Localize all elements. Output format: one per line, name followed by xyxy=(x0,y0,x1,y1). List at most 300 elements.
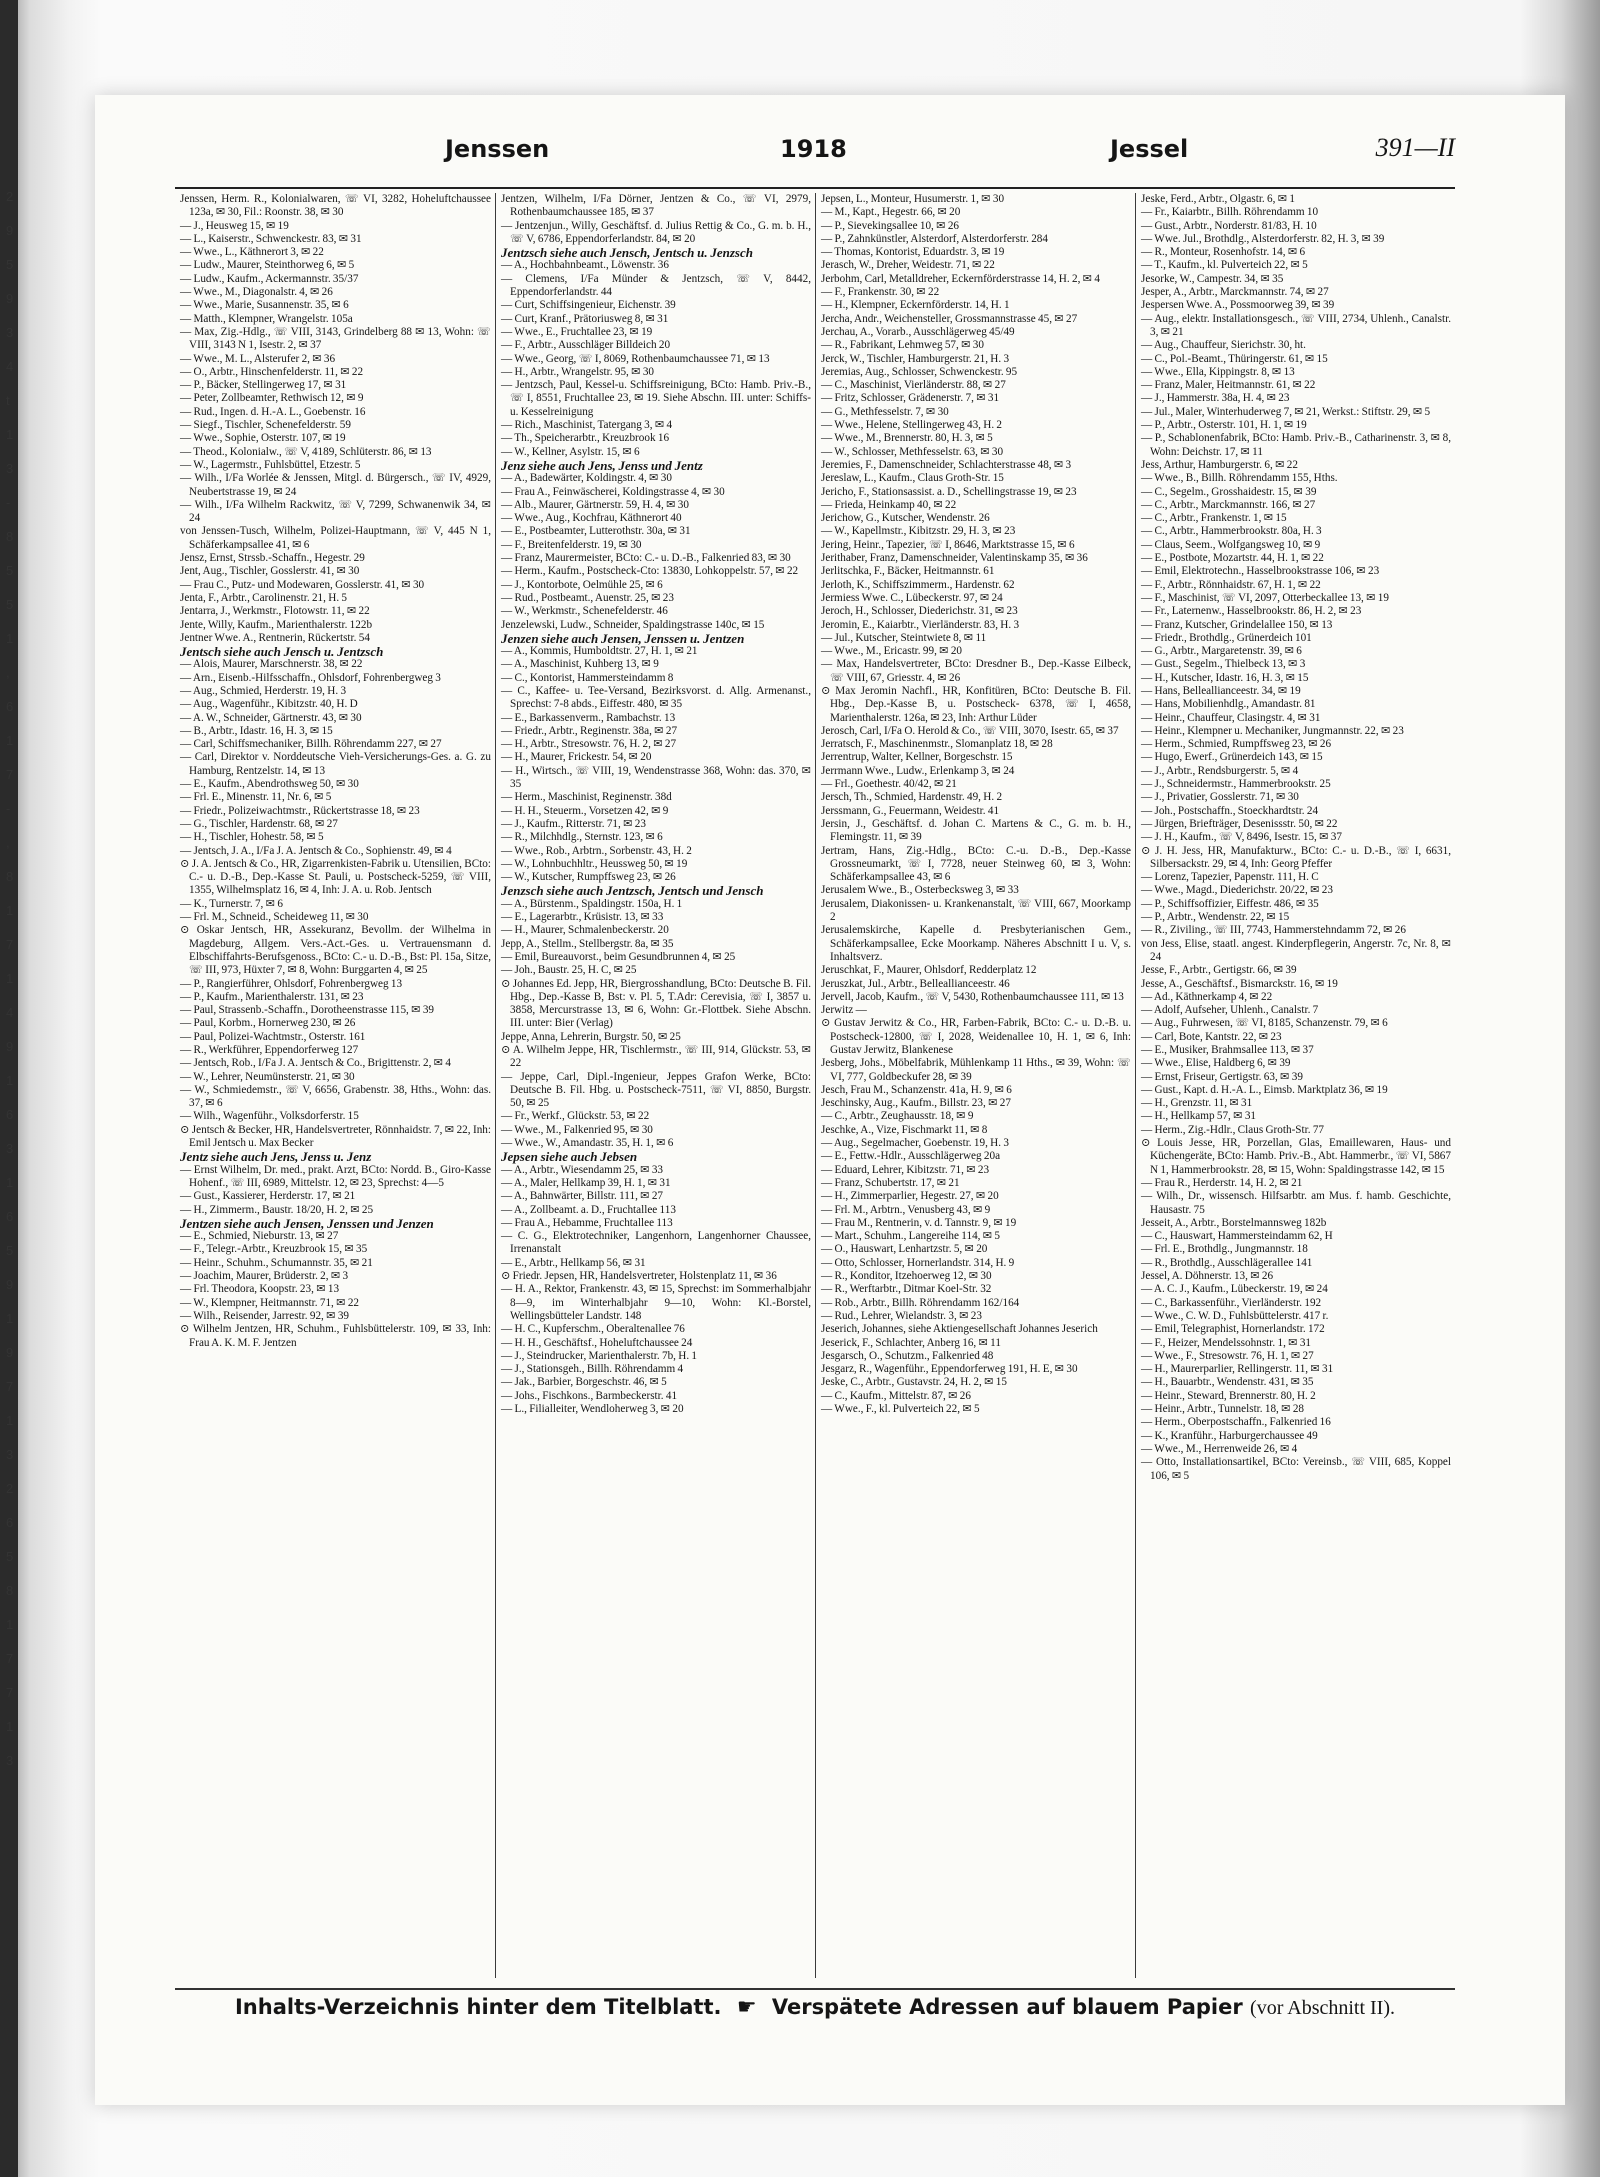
directory-entry: Jesgarz, R., Wagenführ., Eppendorferweg 191, H. E, ✉ 30 xyxy=(821,1363,1078,1376)
directory-entry: von Jess, Elise, staatl. angest. Kinderpflegerin, Angerstr. 7c, Nr. 8, ✉ 24 xyxy=(1141,937,1451,963)
directory-entry: — Joachim, Maurer, Brüderstr. 2, ✉ 3 xyxy=(180,1270,349,1283)
directory-entry: — Heinr., Schuhm., Schumannstr. 35, ✉ 21 xyxy=(180,1256,373,1269)
directory-entry: — W., Lagermstr., Fuhlsbüttel, Etzestr. 5 xyxy=(180,458,361,471)
column-4 xyxy=(1135,193,1455,1978)
directory-entry: — Gust., Kassierer, Herderstr. 17, ✉ 21 xyxy=(180,1190,356,1203)
directory-entry: Jesse, F., Arbtr., Gertigstr. 66, ✉ 39 xyxy=(1141,964,1297,977)
column-1 xyxy=(175,193,495,1978)
directory-entry: — Curt, Kranf., Prätoriusweg 8, ✉ 31 xyxy=(501,312,669,325)
directory-entry: — C., Barkassenführ., Vierländerstr. 192 xyxy=(1141,1296,1322,1309)
directory-entry: Jenzelewski, Ludw., Schneider, Spaldingstrasse 140c, ✉ 15 xyxy=(501,618,765,631)
directory-entry: — Gust., Arbtr., Norderstr. 81/83, H. 10 xyxy=(1141,219,1317,232)
directory-entry: — Aug., Wagenführ., Kibitzstr. 40, H. D xyxy=(180,698,358,711)
directory-entry: — Frau M., Rentnerin, v. d. Tannstr. 9, ✉ 19 xyxy=(821,1216,1017,1229)
directory-entry: — C., Arbtr., Frankenstr. 1, ✉ 15 xyxy=(1141,512,1287,525)
directory-entry: — Franz, Maurermeister, BCto: C.- u. D.-B., Falkenried 83, ✉ 30 xyxy=(501,552,791,565)
directory-entry: Jent, Aug., Tischler, Gosslerstr. 41, ✉ 30 xyxy=(180,565,360,578)
directory-entry: — F., Heizer, Mendelssohnstr. 1, ✉ 31 xyxy=(1141,1336,1312,1349)
directory-entry: — J., Steindrucker, Marienthalerstr. 7b, H. 1 xyxy=(501,1349,698,1362)
directory-entry: — Rud., Ingen. d. H.-A. L., Goebenstr. 16 xyxy=(180,405,366,418)
directory-entry: — Arn., Eisenb.-Hilfsschaffn., Ohlsdorf, Fohrenbergweg 3 xyxy=(180,671,441,684)
directory-entry: — Jentsch, Rob., I/Fa J. A. Jentsch & Co., Brigittenstr. 2, ✉ 4 xyxy=(180,1057,451,1070)
directory-entry: — Wilh., Dr., wissensch. Hilfsarbtr. am Mus. f. hamb. Geschichte, Hausastr. 75 xyxy=(1141,1190,1451,1216)
directory-entry: Jermiess Wwe. C., Lübeckerstr. 97, ✉ 24 xyxy=(821,591,1003,604)
directory-entry: — W., Klempner, Heitmannstr. 71, ✉ 22 xyxy=(180,1296,360,1309)
directory-entry: Jertram, Hans, Zig.-Hdlg., BCto: C.-u. D.-B., Dep.-Kasse Grossneumarkt, ☏ I, 7728, neuer Steinweg 60, ✉ 3, Wohn: Schäferkampsallee 43, ✉ 6 xyxy=(821,844,1131,884)
directory-entry: — Wwe., Elise, Haldberg 6, ✉ 39 xyxy=(1141,1057,1291,1070)
directory-entry: Jerasch, W., Dreher, Weidestr. 71, ✉ 22 xyxy=(821,259,995,272)
directory-entry: Jerrentrup, Walter, Kellner, Borgeschstr. 15 xyxy=(821,751,1013,764)
directory-entry: Jerck, W., Tischler, Hamburgerstr. 21, H. 3 xyxy=(821,352,1010,365)
directory-entry: — F., Maschinist, ☏ VI, 2097, Otterbeckallee 13, ✉ 19 xyxy=(1141,591,1389,604)
directory-entry: Jessel, A. Döhnerstr. 13, ✉ 26 xyxy=(1141,1270,1274,1283)
directory-entry: — Joh., Postschaffn., Stoeckhardtstr. 24 xyxy=(1141,804,1319,817)
directory-entry: Jersin, J., Geschäftsf. d. Johan C. Martens & C., G. m. b. H., Flemingstr. 11, ✉ 39 xyxy=(821,817,1131,844)
directory-entry: Jering, Heinr., Tapezier, ☏ I, 8646, Marktstrasse 15, ✉ 6 xyxy=(821,538,1075,551)
directory-entry: — Gust., Kapt. d. H.-A. L., Eimsb. Marktplatz 36, ✉ 19 xyxy=(1141,1083,1388,1096)
directory-entry: — C., Hauswart, Hammersteindamm 62, H xyxy=(1141,1230,1333,1243)
directory-entry: — Emil, Bureauvorst., beim Gesundbrunnen 4, ✉ 25 xyxy=(501,950,736,963)
directory-entry: — W., Kutscher, Rumpffsweg 23, ✉ 26 xyxy=(501,871,676,884)
directory-entry: — Claus, Seem., Wolfgangsweg 10, ✉ 9 xyxy=(1141,538,1321,551)
directory-entry: — C. G., Elektrotechniker, Langenhorn, Langenhorner Chaussee, Irrenanstalt xyxy=(501,1230,811,1256)
directory-entry: — A., Kommis, Humboldtstr. 27, H. 1, ✉ 21 xyxy=(501,645,698,658)
directory-entry: — Wwe., Georg, ☏ I, 8069, Rothenbaumchaussee 71, ✉ 13 xyxy=(501,352,770,365)
column-3 xyxy=(815,193,1135,1978)
directory-entry: — Heinr., Steward, Brennerstr. 80, H. 2 xyxy=(1141,1389,1316,1402)
directory-entry: Jeppe, Anna, Lehrerin, Burgstr. 50, ✉ 25 xyxy=(501,1030,681,1043)
directory-entry: — Wwe., M., Diagonalstr. 4, ✉ 26 xyxy=(180,286,333,299)
directory-entry: — Fritz, Schlosser, Grädenerstr. 7, ✉ 31 xyxy=(821,392,1000,405)
directory-entry: — Herm., Oberpostschaffn., Falkenried 16 xyxy=(1141,1416,1331,1429)
directory-entry: Jesberg, Johs., Möbelfabrik, Mühlenkamp 11 Hths., ✉ 39, Wohn: ☏ VI, 777, Goldbeckufer 28, ✉ 39 xyxy=(821,1057,1131,1083)
directory-entry: — Heinr., Chauffeur, Clasingstr. 4, ✉ 31 xyxy=(1141,711,1321,724)
directory-entry: — C., Segelm., Grosshaidestr. 15, ✉ 39 xyxy=(1141,485,1317,498)
directory-entry: Jenzsch siehe auch Jentzsch, Jentsch und Jensch xyxy=(501,883,764,899)
directory-entry: — Curt, Schiffsingenieur, Eichenstr. 39 xyxy=(501,299,676,312)
directory-entry: — Aug., Fuhrwesen, ☏ VI, 8185, Schanzenstr. 79, ✉ 6 xyxy=(1141,1017,1388,1030)
footer-late-addresses-note: Verspätete Adressen auf blauem Papier xyxy=(771,1995,1243,2019)
directory-entry: — H., Klempner, Eckernförderstr. 14, H. 1 xyxy=(821,299,1010,312)
directory-entry: — R., Ziviling., ☏ III, 7743, Hammerstehndamm 72, ✉ 26 xyxy=(1141,924,1406,937)
directory-entry: — J. H., Kaufm., ☏ V, 8496, Isestr. 15, ✉ 37 xyxy=(1141,831,1342,844)
directory-entry: — F., Arbtr., Rönnhaidstr. 67, H. 1, ✉ 22 xyxy=(1141,578,1321,591)
directory-entry: — Herm., Maschinist, Reginenstr. 38d xyxy=(501,791,672,804)
directory-entry: Jentarra, J., Werkmstr., Flotowstr. 11, ✉ 22 xyxy=(180,605,370,618)
directory-entry: — B., Arbtr., Idastr. 16, H. 3, ✉ 15 xyxy=(180,724,333,737)
directory-entry: — P., Schiffsoffizier, Eiffestr. 486, ✉ 35 xyxy=(1141,897,1319,910)
directory-entry: Jerusalemskirche, Kapelle d. Presbyterianischen Gem., Schäferkampsallee, Ecke Moorkamp. Näheres Abschnitt I u. V, s. Inhaltsverz. xyxy=(821,924,1131,963)
directory-entry: — E., Fettw.-Hdlr., Ausschlägerweg 20a xyxy=(821,1150,1001,1163)
directory-entry: — H., Wirtsch., ☏ VIII, 19, Wendenstrasse 368, Wohn: das. 370, ✉ 35 xyxy=(501,764,811,791)
directory-entry: — Carl, Schiffsmechaniker, Billh. Röhrendamm 227, ✉ 27 xyxy=(180,738,442,751)
directory-entry: — J., Privatier, Gosslerstr. 71, ✉ 30 xyxy=(1141,791,1299,804)
directory-entry: — A. C. J., Kaufm., Lübeckerstr. 19, ✉ 24 xyxy=(1141,1283,1328,1296)
directory-entry: — E., Kaufm., Abendrothsweg 50, ✉ 30 xyxy=(180,778,359,791)
directory-entry: ⊙ A. Wilhelm Jeppe, HR, Tischlermstr., ☏ III, 914, Glückstr. 53, ✉ 22 xyxy=(501,1044,811,1070)
directory-entry: — Hugo, Ewerf., Grünerdeich 143, ✉ 15 xyxy=(1141,751,1323,764)
directory-entry: Jersch, Th., Schmied, Hardenstr. 49, H. 2 xyxy=(821,791,1003,804)
directory-entry: ⊙ Wilhelm Jentzen, HR, Schuhm., Fuhlsbüttelerstr. 109, ✉ 33, Inh: Frau A. K. M. F. Jentzen xyxy=(180,1323,491,1349)
directory-entry: — C., Pol.-Beamt., Thüringerstr. 61, ✉ 15 xyxy=(1141,352,1328,365)
directory-entry: — Aug., elektr. Installationsgesch., ☏ VIII, 2734, Uhlenh., Canalstr. 3, ✉ 21 xyxy=(1141,312,1451,338)
directory-entry: — Frl. E., Brothdlg., Jungmannstr. 18 xyxy=(1141,1243,1308,1256)
directory-entry: — Jul., Kutscher, Steintwiete 8, ✉ 11 xyxy=(821,631,987,644)
directory-entry: — W., Kellner, Asylstr. 15, ✉ 6 xyxy=(501,445,640,458)
directory-entry: Jerloth, K., Schiffszimmerm., Hardenstr. 62 xyxy=(821,578,1015,591)
directory-entry: — P., Schablonenfabrik, BCto: Hamb. Priv.-B., Catharinenstr. 3, ✉ 8, Wohn: Deichstr. 17, ✉ 11 xyxy=(1141,432,1451,458)
directory-entry: — J., Arbtr., Rendsburgerstr. 5, ✉ 4 xyxy=(1141,764,1299,777)
binding-margin-marks: 2 9 5 9 3 4 t 1 3 - 8 5 5 1 , 6 1 7 - , 8 1 7 1 4 9 1 6 3 1 6 5 9 1 9 7 1 3 2 6 5 8 1 7 7 1 3 xyxy=(6,189,14,1768)
directory-entry: — Mart., Schuhm., Langereihe 114, ✉ 5 xyxy=(821,1230,1001,1243)
directory-entry: — A. W., Schneider, Gärtnerstr. 43, ✉ 30 xyxy=(180,711,362,724)
directory-entry: ⊙ Johannes Ed. Jepp, HR, Biergrosshandlung, BCto: Deutsche B. Fil. Hbg., Dep.-Kasse B, Bst: v. Pl. 5, T.Adr: Cerevisia, ☏ I, 3857 u. 3858, Mercurstrasse 13, ✉ 6, Wohn: Gr.-Flottbek. Siehe Abschn. III. unter: Bier (Verlag) xyxy=(501,977,811,1030)
directory-entry: — W., Lehrer, Neumünsterstr. 21, ✉ 30 xyxy=(180,1070,355,1083)
directory-entry: — Herm., Zig.-Hdlr., Claus Groth-Str. 77 xyxy=(1141,1123,1325,1136)
directory-entry: — H., Arbtr., Stresowstr. 76, H. 2, ✉ 27 xyxy=(501,738,677,751)
directory-entry: Jerichow, G., Kutscher, Wendenstr. 26 xyxy=(821,512,990,525)
directory-entry: — Matth., Klempner, Wrangelstr. 105a xyxy=(180,312,353,325)
directory-entry: — H. H., Geschäftsf., Hoheluftchaussee 24 xyxy=(501,1336,693,1349)
directory-entry: — P., Rangierführer, Ohlsdorf, Fohrenbergweg 13 xyxy=(180,977,403,990)
directory-entry: — W., Kapellmstr., Kibitzstr. 29, H. 3, ✉ 23 xyxy=(821,525,1016,538)
header-last-name: Jessel xyxy=(1110,135,1189,163)
directory-entry: — Fr., Werkf., Glückstr. 53, ✉ 22 xyxy=(501,1110,650,1123)
directory-entry: — Max, Handelsvertreter, BCto: Dresdner B., Dep.-Kasse Eilbeck, ☏ VIII, 67, Griesstr. 4, ✉ 26 xyxy=(821,658,1131,684)
directory-entry: — A., Maschinist, Kuhberg 13, ✉ 9 xyxy=(501,658,659,671)
directory-entry: — Wwe., M., Ericastr. 99, ✉ 20 xyxy=(821,645,963,658)
directory-entry: — Frau C., Putz- und Modewaren, Gosslerstr. 41, ✉ 30 xyxy=(180,578,425,591)
directory-entry: — Clemens, I/Fa Münder & Jentzsch, ☏ V, 8442, Eppendorferlandstr. 44 xyxy=(501,272,811,299)
directory-entry: — Frl. M., Arbtrn., Venusberg 43, ✉ 9 xyxy=(821,1203,991,1216)
directory-entry: Jeruschkat, F., Maurer, Ohlsdorf, Redderplatz 12 xyxy=(821,964,1037,977)
directory-entry: — F., Frankenstr. 30, ✉ 22 xyxy=(821,286,940,299)
directory-entry: — W., Schmiedemstr., ☏ V, 6656, Grabenstr. 38, Hths., Wohn: das. 37, ✉ 6 xyxy=(180,1083,491,1110)
directory-entry: Jepp, A., Stellm., Stellbergstr. 8a, ✉ 35 xyxy=(501,937,674,950)
directory-entry: Jercha, Andr., Weichensteller, Grossmannstrasse 45, ✉ 27 xyxy=(821,312,1078,325)
directory-entry: — A., Hochbahnbeamt., Löwenstr. 36 xyxy=(501,259,669,272)
directory-entry: Jeroch, H., Schlosser, Diederichstr. 31, ✉ 23 xyxy=(821,605,1018,618)
directory-entry: — J., Stationsgeh., Billh. Röhrendamm 4 xyxy=(501,1363,684,1376)
directory-entry: — R., Werftarbtr., Ditmar Koel-Str. 32 xyxy=(821,1283,992,1296)
directory-entry: Jeremies, F., Damenschneider, Schlachterstrasse 48, ✉ 3 xyxy=(821,458,1072,471)
directory-entry: ⊙ Louis Jesse, HR, Porzellan, Glas, Emaillewaren, Haus- und Küchengeräte, BCto: Hamb. Priv.-B., Abt. Hammerbr., ☏ VI, 5867 N 1, Hammerbrookstr. 28, ✉ 15, Wohn: Spaldingstrasse 142, ✉ 15 xyxy=(1141,1137,1451,1176)
directory-entry: — C., Arbtr., Hammerbrookstr. 80a, H. 3 xyxy=(1141,525,1322,538)
directory-entry: Jerbohm, Carl, Metalldreher, Eckernförderstrasse 14, H. 2, ✉ 4 xyxy=(821,272,1100,285)
directory-entry: ⊙ Gustav Jerwitz & Co., HR, Farben-Fabrik, BCto: C.- u. D.-B. u. Postscheck-12800, ☏ I, 2028, Weidenallee 10, H. 1, ✉ 6, Inh: Gustav Jerwitz, Blankenese xyxy=(821,1017,1131,1056)
directory-entry: — A., Bahnwärter, Billstr. 111, ✉ 27 xyxy=(501,1190,664,1203)
directory-entry: — Carl, Direktor v. Norddeutsche Vieh-Versicherungs-Ges. a. G. zu Hamburg, Rentzelstr. 14, ✉ 13 xyxy=(180,751,491,777)
directory-entry: — Wwe., Magd., Diederichstr. 20/22, ✉ 23 xyxy=(1141,884,1333,897)
directory-entry: — E., Lagerarbtr., Krüsistr. 13, ✉ 33 xyxy=(501,911,664,924)
directory-entry: Jeruszkat, Jul., Arbtr., Belleallianceestr. 46 xyxy=(821,977,1010,990)
directory-entry: Jepsen, L., Monteur, Husumerstr. 1, ✉ 30 xyxy=(821,193,1005,205)
directory-entry: — Th., Speicherarbtr., Kreuzbrook 16 xyxy=(501,432,670,445)
directory-entry: Jepsen siehe auch Jebsen xyxy=(501,1149,638,1165)
directory-entry: Jentzen, Wilhelm, I/Fa Dörner, Jentzen & Co., ☏ VI, 2979, Rothenbaumchaussee 185, ✉ 37 xyxy=(501,193,811,219)
directory-entry: — Paul, Korbm., Hornerweg 230, ✉ 26 xyxy=(180,1017,356,1030)
directory-entry: — P., Arbtr., Osterstr. 101, H. 1, ✉ 19 xyxy=(1141,419,1307,432)
directory-entry: — Wilh., Reisender, Jarrestr. 92, ✉ 39 xyxy=(180,1309,350,1322)
directory-entry: ⊙ J. H. Jess, HR, Manufakturw., BCto: C.- u. D.-B., ☏ I, 6631, Silbersackstr. 29, ✉ 4, Inh: Georg Pfeffer xyxy=(1141,844,1451,870)
directory-entry: — Herm., Kaufm., Postscheck-Cto: 13830, Lohkoppelstr. 57, ✉ 22 xyxy=(501,565,799,578)
directory-entry: — Wwe., M., Brennerstr. 80, H. 3, ✉ 5 xyxy=(821,432,993,445)
directory-entry: — W., Werkmstr., Schenefelderstr. 46 xyxy=(501,605,668,618)
directory-entry: — Rud., Postbeamt., Auenstr. 25, ✉ 23 xyxy=(501,591,674,604)
directory-entry: ⊙ Max Jeromin Nachfl., HR, Konfitüren, BCto: Deutsche B. Fil. Hbg., Dep.-Kasse B, u. Postscheck- 6378, ☏ I, 4658, Marienthalerstr. 126a, ✉ 23, Inh: Arthur Lüder xyxy=(821,684,1131,724)
directory-entry: — Jentsch, J. A., I/Fa J. A. Jentsch & Co., Sophienstr. 49, ✉ 4 xyxy=(180,844,452,857)
directory-entry: — Rud., Lehrer, Wielandstr. 3, ✉ 23 xyxy=(821,1309,982,1322)
directory-entry: — Wwe., W., Amandastr. 35, H. 1, ✉ 6 xyxy=(501,1137,674,1150)
directory-entry: — C., Arbtr., Zeughausstr. 18, ✉ 9 xyxy=(821,1110,974,1123)
directory-entry: — Friedr., Arbtr., Reginenstr. 38a, ✉ 27 xyxy=(501,724,678,737)
directory-entry: — H., Tischler, Hohestr. 58, ✉ 5 xyxy=(180,831,324,844)
directory-entry: — C., Maschinist, Vierländerstr. 88, ✉ 27 xyxy=(821,379,1006,392)
directory-entry: — Paul, Polizei-Wachtmstr., Osterstr. 161 xyxy=(180,1030,366,1043)
directory-entry: — Frl., Goethestr. 40/42, ✉ 21 xyxy=(821,778,957,791)
directory-entry: — Frau A., Feinwäscherei, Koldingstrasse 4, ✉ 30 xyxy=(501,485,725,498)
directory-entry: Jenzen siehe auch Jensen, Jenssen u. Jentzen xyxy=(501,630,745,646)
directory-entry: — H., Maurer, Schmalenbeckerstr. 20 xyxy=(501,924,669,937)
directory-entry: — Jentzenjun., Willy, Geschäftsf. d. Julius Rettig & Co., G. m. b. H., ☏ V, 6786, Eppendorferlandstr. 84, ✉ 20 xyxy=(501,219,811,245)
directory-entry: — Johs., Fischkons., Barmbeckerstr. 41 xyxy=(501,1389,678,1402)
directory-entry: — P., Sievekingsallee 10, ✉ 26 xyxy=(821,219,960,232)
directory-entry: Jerosch, Carl, I/Fa O. Herold & Co., ☏ VIII, 3070, Isestr. 65, ✉ 37 xyxy=(821,724,1119,737)
directory-entry: — Alois, Maurer, Marschnerstr. 38, ✉ 22 xyxy=(180,658,363,671)
directory-entry: — Rob., Arbtr., Billh. Röhrendamm 162/164 xyxy=(821,1296,1020,1309)
directory-entry: — Heinr., Klempner u. Mechaniker, Jungmannstr. 22, ✉ 23 xyxy=(1141,724,1404,737)
page-header xyxy=(175,135,1455,175)
directory-entry: Jervell, Jacob, Kaufm., ☏ V, 5430, Rothenbaumchaussee 111, ✉ 13 xyxy=(821,990,1124,1003)
directory-entry: Jeremias, Aug., Schlosser, Schwenckestr. 95 xyxy=(821,365,1018,378)
directory-entry: — Wwe., Aug., Kochfrau, Käthnerort 40 xyxy=(501,512,682,525)
directory-entry: — Carl, Bote, Kantstr. 22, ✉ 23 xyxy=(1141,1030,1282,1043)
header-rule xyxy=(175,187,1455,189)
directory-entry: Jeserick, F., Schlachter, Anberg 16, ✉ 11 xyxy=(821,1336,1001,1349)
directory-entry: — F., Telegr.-Arbtr., Kreuzbrook 15, ✉ 35 xyxy=(180,1243,368,1256)
directory-entry: Jerratsch, F., Maschinenmstr., Slomanplatz 18, ✉ 28 xyxy=(821,738,1053,751)
directory-entry: Jess, Arthur, Hamburgerstr. 6, ✉ 22 xyxy=(1141,458,1298,471)
directory-entry: — R., Monteur, Rosenhofstr. 14, ✉ 6 xyxy=(1141,246,1306,259)
directory-entry: — J., Kaufm., Ritterstr. 71, ✉ 23 xyxy=(501,817,646,830)
directory-entry: — G., Methfesselstr. 7, ✉ 30 xyxy=(821,405,949,418)
directory-entry: — Jul., Maler, Winterhuderweg 7, ✉ 21, Werkst.: Stiftstr. 29, ✉ 5 xyxy=(1141,405,1431,418)
page-number: 391—II xyxy=(1375,133,1455,162)
directory-entry: — Ernst, Friseur, Gertigstr. 63, ✉ 39 xyxy=(1141,1070,1303,1083)
directory-entry: Jensz, Ernst, Strssb.-Schaffn., Hegestr. 29 xyxy=(180,552,365,565)
directory-entry: — R., Milchhdlg., Sternstr. 123, ✉ 6 xyxy=(501,831,663,844)
directory-entry: — Aug., Schmied, Herderstr. 19, H. 3 xyxy=(180,684,347,697)
directory-entry: — C., Arbtr., Marckmannstr. 166, ✉ 27 xyxy=(1141,498,1316,511)
directory-entry: — P., Zahnkünstler, Alsterdorf, Alsterdorferstr. 284 xyxy=(821,232,1048,245)
directory-entry: Jesper, A., Arbtr., Marckmannstr. 74, ✉ 27 xyxy=(1141,286,1329,299)
directory-entry: Jerchau, A., Vorarb., Ausschlägerweg 45/49 xyxy=(821,325,1015,338)
directory-entry: Jentzsch siehe auch Jensch, Jentsch u. Jenzsch xyxy=(501,245,753,261)
directory-entry: — Jeppe, Carl, Dipl.-Ingenieur, Jeppes Grafon Werke, BCto: Deutsche B. Fil. Hbg. u. Postscheck-7511, ☏ VI, 8850, Burgstr. 50, ✉ 25 xyxy=(501,1070,811,1110)
directory-entry: — Wwe., L., Käthnerort 3, ✉ 22 xyxy=(180,246,324,259)
directory-entry: Jeschke, A., Vize, Fischmarkt 11, ✉ 8 xyxy=(821,1123,988,1136)
directory-entry: Jentzen siehe auch Jensen, Jenssen und Jenzen xyxy=(180,1215,434,1231)
column-2 xyxy=(495,193,815,1978)
directory-entry: — J., Hammerstr. 38a, H. 4, ✉ 23 xyxy=(1141,392,1290,405)
directory-entry: — O., Arbtr., Hinschenfelderstr. 11, ✉ 22 xyxy=(180,365,364,378)
directory-entry: — Jürgen, Briefträger, Desenissstr. 50, ✉ 22 xyxy=(1141,817,1338,830)
directory-entry: — R., Brothdlg., Ausschlägerallee 141 xyxy=(1141,1256,1313,1269)
directory-entry: — Jentzsch, Paul, Kessel-u. Schiffsreinigung, BCto: Hamb. Priv.-B., ☏ I, 8551, Fruchtallee 23, ✉ 19. Siehe Abschn. III. unter: Schiffs- u. Kesselreinigung xyxy=(501,379,811,418)
directory-entry: — Wwe. Jul., Brothdlg., Alsterdorferstr. 82, H. 3, ✉ 39 xyxy=(1141,232,1385,245)
directory-entry: — Wwe., Sophie, Osterstr. 107, ✉ 19 xyxy=(180,432,346,445)
directory-entry: — Wwe., M., Falkenried 95, ✉ 30 xyxy=(501,1123,653,1136)
header-year: 1918 xyxy=(780,135,847,163)
directory-entry: — Jak., Barbier, Borgeschstr. 46, ✉ 5 xyxy=(501,1376,667,1389)
directory-entry: — Peter, Zollbeamter, Rethwisch 12, ✉ 9 xyxy=(180,392,364,405)
directory-entry: — Emil, Elektrotechn., Hasselbrookstrasse 106, ✉ 23 xyxy=(1141,565,1380,578)
directory-entry: Jeske, Ferd., Arbtr., Olgastr. 6, ✉ 1 xyxy=(1141,193,1295,205)
directory-entry: — E., Postbote, Mozartstr. 44, H. 1, ✉ 22 xyxy=(1141,552,1324,565)
directory-entry: Jesseit, A., Arbtr., Borstelmannsweg 182b xyxy=(1141,1216,1327,1229)
directory-entry: Jeserich, Johannes, siehe Aktiengesellschaft Johannes Jeserich xyxy=(821,1323,1098,1336)
directory-entry: — H., Maurerparlier, Rellingerstr. 11, ✉ 31 xyxy=(1141,1363,1334,1376)
directory-entry: — Rich., Maschinist, Tatergang 3, ✉ 4 xyxy=(501,419,673,432)
directory-entry: — R., Werkführer, Eppendorferweg 127 xyxy=(180,1044,359,1056)
directory-entry: — H., Hellkamp 57, ✉ 31 xyxy=(1141,1110,1257,1123)
directory-entry: — A., Bürstenm., Spaldingstr. 150a, H. 1 xyxy=(501,897,683,910)
page-footer xyxy=(175,1995,1455,2035)
directory-entry: — Friedr., Brothdlg., Grünerdeich 101 xyxy=(1141,631,1312,644)
directory-entry: — E., Musiker, Brahmsallee 113, ✉ 37 xyxy=(1141,1044,1314,1056)
directory-entry: Jeromin, E., Kaiarbtr., Vierländerstr. 83, H. 3 xyxy=(821,618,1020,631)
directory-entry: — Ad., Käthnerkamp 4, ✉ 22 xyxy=(1141,990,1273,1003)
directory-entry: — H. A., Rektor, Frankenstr. 43, ✉ 15, Sprechst: im Sommerhalbjahr 8—9, im Winterhalbjahr 9—10, Wohn: Kl.-Borstel, Wellingsbütteler Landstr. 148 xyxy=(501,1283,811,1322)
directory-entry: Jesgarsch, O., Schutzm., Falkenried 48 xyxy=(821,1349,994,1362)
directory-entry: — Wilh., Wagenführ., Volksdorferstr. 15 xyxy=(180,1110,359,1123)
directory-entry: — Fr., Kaiarbtr., Billh. Röhrendamm 10 xyxy=(1141,206,1319,219)
directory-entry: von Jenssen-Tusch, Wilhelm, Polizei-Hauptmann, ☏ V, 445 N 1, Schäferkampsallee 41, ✉ 6 xyxy=(180,525,491,551)
directory-entry: — Aug., Chauffeur, Sierichstr. 30, ht. xyxy=(1141,339,1306,352)
directory-entry: Jeske, C., Arbtr., Gustavstr. 24, H. 2, ✉ 15 xyxy=(821,1376,1007,1389)
directory-entry: — E., Barkassenverm., Rambachstr. 13 xyxy=(501,711,676,724)
directory-entry: — Wwe., C. W. D., Fuhlsbüttelerstr. 417 r. xyxy=(1141,1309,1329,1322)
directory-entry: — A., Zollbeamt. a. D., Fruchtallee 113 xyxy=(501,1203,676,1216)
directory-entry: — Max, Zig.-Hdlg., ☏ VIII, 3143, Grindelberg 88 ✉ 13, Wohn: ☏ VIII, 3143 N 1, Isestr. 2, ✉ 37 xyxy=(180,325,491,352)
directory-entry: — G., Arbtr., Margaretenstr. 39, ✉ 6 xyxy=(1141,645,1302,658)
pointing-hand-icon: ☛ xyxy=(736,1995,757,2020)
directory-entry: — R., Konditor, Itzehoerweg 12, ✉ 30 xyxy=(821,1270,992,1283)
directory-entry: — L., Kaiserstr., Schwenckestr. 83, ✉ 31 xyxy=(180,232,362,245)
directory-entry: — Wwe., E., Fruchtallee 23, ✉ 19 xyxy=(501,325,653,338)
directory-entry: — Hans, Belleallianceestr. 34, ✉ 19 xyxy=(1141,684,1301,697)
directory-entry: — K., Kranführ., Harburgerchaussee 49 xyxy=(1141,1429,1318,1442)
directory-entry: — H., Zimmerm., Baustr. 18/20, H. 2, ✉ 25 xyxy=(180,1203,374,1216)
footer-rule xyxy=(175,1988,1455,1990)
directory-entry: Jericho, F., Stationsassist. a. D., Schellingstrasse 19, ✉ 23 xyxy=(821,485,1077,498)
directory-entry: — Wwe., B., Billh. Röhrendamm 155, Hths. xyxy=(1141,472,1338,485)
directory-entry: — J., Kontorbote, Oelmühle 25, ✉ 6 xyxy=(501,578,663,591)
directory-entry: — Lorenz, Tapezier, Papenstr. 111, H. C xyxy=(1141,871,1319,884)
directory-entry: — Wwe., Rob., Arbtrn., Sorbenstr. 43, H. 2 xyxy=(501,844,692,857)
directory-entry: — Frl. M., Schneid., Scheideweg 11, ✉ 30 xyxy=(180,911,369,924)
directory-entry: — Wilh., I/Fa Worlée & Jenssen, Mitgl. d. Bürgersch., ☏ IV, 4929, Neubertstrasse 19, ✉ 24 xyxy=(180,472,491,498)
directory-entry: — F., Arbtr., Ausschläger Billdeich 20 xyxy=(501,339,671,352)
directory-entry: — Wwe., M., Herrenweide 26, ✉ 4 xyxy=(1141,1442,1298,1455)
directory-entry: — Gust., Segelm., Thielbeck 13, ✉ 3 xyxy=(1141,658,1306,671)
directory-entry: — L., Filialleiter, Wendloherweg 3, ✉ 20 xyxy=(501,1403,684,1416)
directory-entry: Jerithaber, Franz, Damenschneider, Valentinskamp 35, ✉ 36 xyxy=(821,552,1088,565)
directory-entry: — Wwe., Ella, Kippingstr. 8, ✉ 13 xyxy=(1141,365,1295,378)
directory-entry: — Otto, Schlosser, Hornerlandstr. 314, H. 9 xyxy=(821,1256,1015,1269)
directory-entry: — P., Kaufm., Marienthalerstr. 131, ✉ 23 xyxy=(180,990,364,1003)
directory-entry: — C., Kontorist, Hammersteindamm 8 xyxy=(501,671,674,684)
directory-entry: Jeschinsky, Aug., Kaufm., Billstr. 23, ✉ 27 xyxy=(821,1097,1011,1110)
directory-entry: — Wwe., F., Stresowstr. 76, H. 1, ✉ 27 xyxy=(1141,1349,1314,1362)
directory-entry: — Franz, Kutscher, Grindelallee 150, ✉ 13 xyxy=(1141,618,1333,631)
directory-entry: — Siegf., Tischler, Schenefelderstr. 59 xyxy=(180,419,351,432)
directory-entry: — W., Schlosser, Methfesselstr. 63, ✉ 30 xyxy=(821,445,1004,458)
directory-entry: — Frau R., Herderstr. 14, H. 2, ✉ 21 xyxy=(1141,1176,1303,1189)
directory-entry: — Heinr., Arbtr., Tunnelstr. 18, ✉ 28 xyxy=(1141,1403,1305,1416)
directory-entry: — Ludw., Maurer, Steinthorweg 6, ✉ 5 xyxy=(180,259,355,272)
directory-entry: — Frau A., Hebamme, Fruchtallee 113 xyxy=(501,1216,673,1229)
directory-entry: ⊙ Friedr. Jepsen, HR, Handelsvertreter, Holstenplatz 11, ✉ 36 xyxy=(501,1270,777,1283)
directory-entry: — P., Arbtr., Wendenstr. 22, ✉ 15 xyxy=(1141,911,1290,924)
directory-entry: Jerusalem, Diakonissen- u. Krankenanstalt, ☏ VIII, 667, Moorkamp 2 xyxy=(821,897,1131,924)
directory-entry: — Wwe., Marie, Susannenstr. 35, ✉ 6 xyxy=(180,299,349,312)
directory-entry: — Wwe., M. L., Alsterufer 2, ✉ 36 xyxy=(180,352,336,365)
directory-entry: Jenta, F., Arbtr., Carolinenstr. 21, H. 5 xyxy=(180,591,348,604)
directory-entry: Jesse, A., Geschäftsf., Bismarckstr. 16, ✉ 19 xyxy=(1141,977,1338,990)
directory-entry: — Fr., Laternenw., Hasselbrookstr. 86, H. 2, ✉ 23 xyxy=(1141,605,1362,618)
directory-entry: — H., Grenzstr. 11, ✉ 31 xyxy=(1141,1097,1253,1110)
directory-entry: — Wwe., F., kl. Pulverteich 22, ✉ 5 xyxy=(821,1403,980,1416)
directory-entry: — G., Tischler, Hardenstr. 68, ✉ 27 xyxy=(180,817,338,830)
directory-entry: — Hans, Mobilienhdlg., Amandastr. 81 xyxy=(1141,698,1316,711)
directory-entry: — Ludw., Kaufm., Ackermannstr. 35/37 xyxy=(180,272,359,285)
directory-entry: Jentner Wwe. A., Rentnerin, Rückertstr. 54 xyxy=(180,631,370,644)
directory-entry: — Frieda, Heinkamp 40, ✉ 22 xyxy=(821,498,957,511)
directory-entry: — A., Maler, Hellkamp 39, H. 1, ✉ 31 xyxy=(501,1176,671,1189)
directory-entry: Jespersen Wwe. A., Possmoorweg 39, ✉ 39 xyxy=(1141,299,1335,312)
directory-entry: — M., Kapt., Hegestr. 66, ✉ 20 xyxy=(821,206,961,219)
directory-entry: — R., Fabrikant, Lehmweg 57, ✉ 30 xyxy=(821,339,984,352)
directory-entry: — H., Bauarbtr., Wendenstr. 431, ✉ 35 xyxy=(1141,1376,1314,1389)
directory-entry: ⊙ J. A. Jentsch & Co., HR, Zigarrenkisten-Fabrik u. Utensilien, BCto: C.- u. D.-B., Dep.-Kasse St. Pauli, u. Postscheck-5259, ☏ VIII, 1355, Wilhelmsplatz 16, ✉ 4, Inh: J. A. u. Rob. Jentsch xyxy=(180,857,491,897)
directory-entry: Jerlitschka, F., Bäcker, Heitmannstr. 61 xyxy=(821,565,995,578)
directory-entry: Jesorke, W., Campestr. 34, ✉ 35 xyxy=(1141,272,1284,285)
directory-entry: Jerusalem Wwe., B., Osterbecksweg 3, ✉ 33 xyxy=(821,884,1019,897)
directory-entry: — H., Zimmerparlier, Hegestr. 27, ✉ 20 xyxy=(821,1190,999,1203)
directory-entry: Jenz siehe auch Jens, Jenss und Jentz xyxy=(501,457,703,473)
directory-columns xyxy=(175,193,1455,1978)
directory-entry: — Ernst Wilhelm, Dr. med., prakt. Arzt, BCto: Nordd. B., Giro-Kasse Hohenf., ☏ III, 6989, Mittelstr. 12, ✉ 23, Sprechst: 4—5 xyxy=(180,1163,491,1189)
directory-entry: Jereslaw, L., Kaufm., Claus Groth-Str. 15 xyxy=(821,472,1004,485)
directory-entry: — H., Arbtr., Wrangelstr. 95, ✉ 30 xyxy=(501,365,655,378)
directory-entry: — H. C., Kupferschm., Oberaltenallee 76 xyxy=(501,1323,685,1336)
directory-entry: Jerssmann, G., Feuermann, Weidestr. 41 xyxy=(821,804,1000,817)
directory-entry: — K., Turnerstr. 7, ✉ 6 xyxy=(180,897,283,910)
directory-entry: ⊙ Oskar Jentsch, HR, Assekuranz, Bevollm. der Wilhelma in Magdeburg, Allgem. Vers.-Act.-Ges. u. Vertrauensmann d. Elbschiffahrts-Berufsgenoss., BCto: C.- u. D.-B., Bst: Pl. 15a, Sitze, ☏ III, 973, Hüxter 7, ✉ 8, Wohn: Burggarten 4, ✉ 25 xyxy=(180,924,491,977)
directory-entry: — F., Breitenfelderstr. 19, ✉ 30 xyxy=(501,538,642,551)
directory-entry: — C., Kaufm., Mittelstr. 87, ✉ 26 xyxy=(821,1389,971,1402)
directory-entry: — Wwe., Helene, Stellingerweg 43, H. 2 xyxy=(821,419,1003,432)
directory-entry: — Frl. E., Minenstr. 11, Nr. 6, ✉ 5 xyxy=(180,791,332,804)
footer-index-note: Inhalts-Verzeichnis hinter dem Titelblatt. xyxy=(234,1995,722,2019)
directory-entry: — E., Schmied, Nieburstr. 13, ✉ 27 xyxy=(180,1230,339,1243)
directory-entry: — A., Arbtr., Wiesendamm 25, ✉ 33 xyxy=(501,1163,664,1176)
directory-entry: — P., Bäcker, Stellingerweg 17, ✉ 31 xyxy=(180,379,347,392)
directory-entry: — H., Maurer, Frickestr. 54, ✉ 20 xyxy=(501,751,652,764)
directory-entry: — Franz, Schubertstr. 17, ✉ 21 xyxy=(821,1176,960,1189)
directory-entry: — Theod., Kolonialw., ☏ V, 4189, Schlüterstr. 86, ✉ 13 xyxy=(180,445,432,458)
